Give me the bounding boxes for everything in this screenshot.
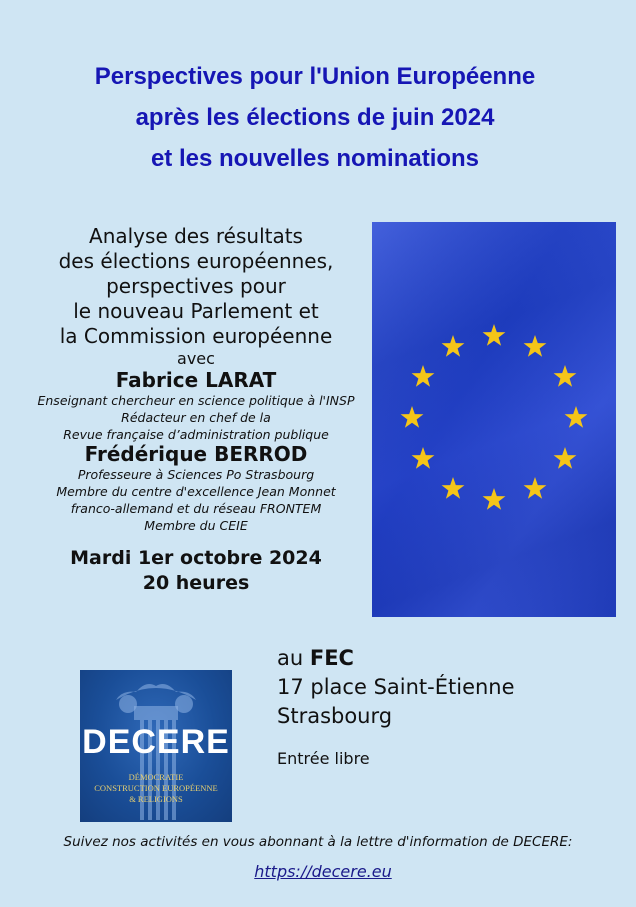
logo-wordmark: DECERE — [82, 723, 230, 761]
speaker-2-desc-1: Professeure à Sciences Po Strasbourg — [77, 467, 315, 482]
title-line-1: Perspectives pour l'Union Européenne — [94, 63, 536, 90]
newsletter-invite: Suivez nos activités en vous abonnant à la lettre d'information de DECERE: — [63, 834, 573, 850]
speaker-1-desc-1: Enseignant chercheur en science politique à l'INSP — [37, 393, 355, 408]
avec-label: avec — [177, 349, 215, 368]
speaker-1-description — [10, 392, 382, 443]
website-link[interactable]: https://decere.eu — [254, 862, 392, 881]
venue-city: Strasbourg — [277, 704, 393, 728]
speaker-2-name: Frédérique BERROD — [84, 442, 308, 466]
venue-prefix: au — [277, 646, 310, 670]
speaker-2-desc-2: Membre du centre d'excellence Jean Monnet — [56, 484, 336, 499]
date-line-1: Mardi 1er octobre 2024 — [70, 547, 322, 569]
title-line-2: après les élections de juin 2024 — [135, 104, 495, 131]
event-details — [10, 224, 382, 596]
event-subject — [10, 224, 382, 349]
venue-name: FEC — [309, 646, 354, 670]
subject-line-3: perspectives pour — [106, 274, 286, 298]
decere-logo — [80, 670, 232, 822]
date-line-2: 20 heures — [142, 572, 250, 594]
speaker-1-desc-2: Rédacteur en chef de la — [121, 410, 271, 425]
entree-libre: Entrée libre — [277, 749, 370, 768]
logo-sub-2: CONSTRUCTION EUROPÉENNE — [94, 783, 218, 793]
venue-line — [277, 644, 617, 673]
logo-sub-1: DÉMOCRATIE — [128, 772, 184, 782]
venue-address — [277, 644, 617, 731]
subject-line-4: le nouveau Parlement et — [73, 299, 319, 323]
subject-line-2: des élections européennes, — [58, 249, 334, 273]
eu-flag-image — [372, 222, 616, 617]
speaker-1-desc-3: Revue française d’administration publique — [63, 427, 329, 442]
event-title — [0, 56, 630, 179]
logo-sub-3: & RELIGIONS — [129, 794, 183, 804]
speaker-2-desc-3: franco-allemand et du réseau FRONTEM — [70, 501, 322, 516]
title-line-3: et les nouvelles nominations — [150, 145, 480, 172]
speaker-1-name: Fabrice LARAT — [115, 368, 277, 392]
eu-flag-stars — [372, 222, 616, 617]
speaker-2-desc-4: Membre du CEIE — [144, 518, 248, 533]
subject-line-5: la Commission européenne — [59, 324, 333, 348]
speaker-2-description — [10, 466, 382, 534]
venue-street: 17 place Saint-Étienne — [277, 675, 515, 699]
subject-line-1: Analyse des résultats — [89, 224, 303, 248]
logo-subtitle — [80, 772, 232, 805]
event-date — [10, 546, 382, 596]
